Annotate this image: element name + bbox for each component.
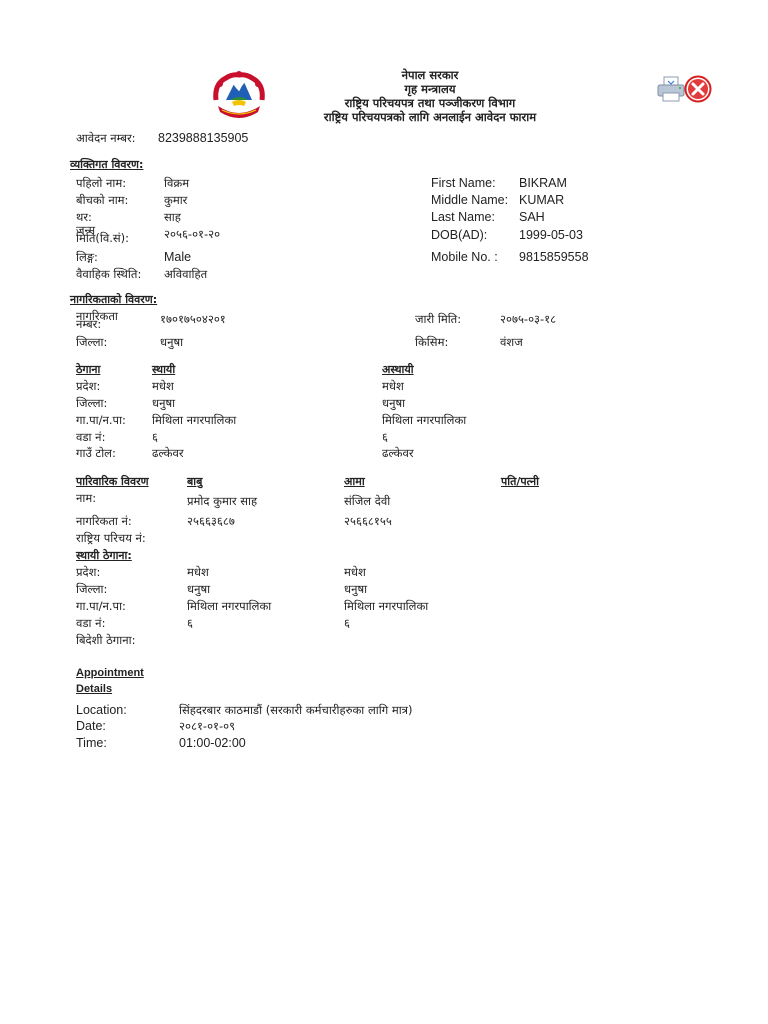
marital-status-label: वैवाहिक स्थिति: [76,267,142,281]
address-tole-permanent: ढल्केवर [152,446,184,460]
dob-ad-label: DOB(AD): [431,228,488,242]
family-heading: पारिवारिक विवरण [76,475,149,488]
appointment-location-value: सिंहदरबार काठमाडौं (सरकारी कर्मचारीहरुका लागि मात्र) [179,703,413,717]
mother-heading: आमा [344,475,365,488]
father-heading: बाबु [187,475,203,488]
header-line-4: राष्ट्रिय परिचयपत्रको लागि अनलाईन आवेदन फाराम [323,110,537,124]
citizenship-type-value: वंशज [500,335,523,349]
dob-bs-value: २०५६-०१-२० [164,227,221,241]
address-province-permanent: मधेश [152,379,174,393]
mother-ward-value: ६ [344,616,350,630]
father-municipality-value: मिथिला नगरपालिका [187,599,272,613]
citizenship-number-label: नागरिकता नम्बर: [76,309,118,331]
mobile-value: 9815859558 [519,250,589,264]
mother-municipality-value: मिथिला नगरपालिका [344,599,429,613]
father-district-value: धनुषा [187,582,211,596]
personal-details-heading: व्यक्तिगत विवरण: [70,158,144,171]
foreign-address-label: बिदेशी ठेगाना: [76,633,136,647]
last-name-en-value: SAH [519,210,545,224]
father-name-value: प्रमोद कुमार साह [187,494,258,508]
address-tole-temporary: ढल्केवर [382,446,414,460]
citizenship-type-label: किसिम: [415,335,449,349]
first-name-np-value: विक्रम [164,176,190,190]
citizenship-district-value: धनुषा [160,335,184,349]
printer-icon[interactable] [656,76,686,102]
family-ward-label: वडा नं: [76,616,106,630]
address-province-temporary: मधेश [382,379,404,393]
address-province-label: प्रदेश: [76,379,101,393]
address-municipality-permanent: मिथिला नगरपालिका [152,413,237,427]
address-ward-temporary: ६ [382,430,388,444]
mother-name-value: संजिल देवी [344,494,391,508]
mobile-label: Mobile No. : [431,250,498,264]
issue-date-value: २०७५-०३-१८ [500,312,557,326]
father-ward-value: ६ [187,616,193,630]
marital-status-value: अविवाहित [164,267,208,281]
issue-date-label: जारी मिति: [415,312,462,326]
dob-ad-value: 1999-05-03 [519,228,583,242]
header-line-3: राष्ट्रिय परिचयपत्र तथा पञ्जीकरण विभाग [344,96,516,110]
close-icon[interactable] [684,75,712,103]
dob-bs-label: जन्म मिति(वि.सं): [76,223,130,245]
application-number-value: 8239888135905 [158,131,249,145]
address-ward-label: वडा नं: [76,430,106,444]
mother-province-value: मधेश [344,565,366,579]
address-district-temporary: धनुषा [382,396,406,410]
first-name-en-value: BIKRAM [519,176,567,190]
family-permanent-address-heading: स्थायी ठेगाना: [76,549,132,562]
citizenship-district-label: जिल्ला: [76,335,108,349]
appointment-date-label: Date: [76,719,106,733]
appointment-location-label: Location: [76,703,127,717]
appointment-time-label: Time: [76,736,107,750]
father-citizenship-value: २५६६३६८७ [187,514,235,528]
address-district-permanent: धनुषा [152,396,176,410]
address-tole-label: गाउँ टोल: [76,446,116,460]
address-heading: ठेगाना [76,363,101,376]
address-district-label: जिल्ला: [76,396,108,410]
citizenship-heading: नागरिकताको विवरण: [70,293,158,306]
family-national-id-label: राष्ट्रिय परिचय नं: [76,531,146,545]
appointment-date-value: २०८१-०१-०९ [179,719,236,733]
gender-value: Male [164,250,192,264]
first-name-en-label: First Name: [431,176,496,190]
middle-name-en-value: KUMAR [519,193,565,207]
last-name-np-value: साह [164,210,181,224]
header-line-1: नेपाल सरकार [401,68,459,82]
family-district-label: जिल्ला: [76,582,108,596]
temporary-address-heading: अस्थायी [382,363,414,376]
middle-name-en-label: Middle Name: [431,193,509,207]
first-name-np-label: पहिलो नाम: [76,176,127,190]
citizenship-number-value: १७०१७५०४२०१ [160,312,226,326]
appointment-heading: Appointment Details [76,667,144,695]
application-number-label: आवेदन नम्बर: [76,131,136,145]
family-municipality-label: गा.पा/न.पा: [76,599,126,613]
nepal-emblem-icon [210,70,268,122]
permanent-address-heading: स्थायी [152,363,176,376]
address-ward-permanent: ६ [152,430,158,444]
last-name-np-label: थर: [76,210,92,224]
father-province-value: मधेश [187,565,209,579]
header-line-2: गृह मन्त्रालय [404,82,456,96]
family-citizenship-label: नागरिकता नं: [76,514,132,528]
family-province-label: प्रदेश: [76,565,101,579]
last-name-en-label: Last Name: [431,210,495,224]
address-municipality-temporary: मिथिला नगरपालिका [382,413,467,427]
middle-name-np-value: कुमार [164,193,188,207]
spouse-heading: पति/पत्नी [501,475,539,488]
address-municipality-label: गा.पा/न.पा: [76,413,126,427]
family-name-label: नाम: [76,491,97,505]
mother-district-value: धनुषा [344,582,368,596]
middle-name-np-label: बीचको नाम: [76,193,129,207]
appointment-time-value: 01:00-02:00 [179,736,246,750]
gender-label: लिङ्ग: [76,250,98,264]
mother-citizenship-value: २५६६८१५५ [344,514,392,528]
